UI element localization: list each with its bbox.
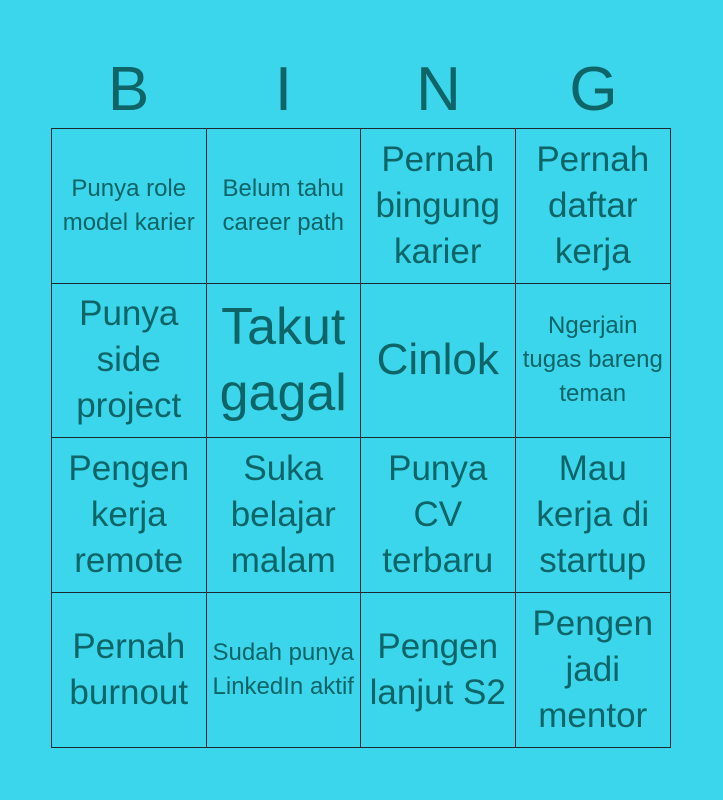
- bingo-cell[interactable]: [516, 284, 671, 439]
- header-letter-i: I: [274, 55, 293, 124]
- bingo-header: [51, 52, 671, 128]
- bingo-cell[interactable]: [361, 129, 516, 284]
- bingo-cell[interactable]: [361, 284, 516, 439]
- cell-text: Sudah punya LinkedIn aktif: [212, 638, 354, 700]
- bingo-cell[interactable]: [516, 129, 671, 284]
- cell-text: Pernah bingung karier: [375, 139, 501, 271]
- cell-text: Pernah daftar kerja: [536, 139, 650, 271]
- cell-text: Punya role model karier: [62, 174, 195, 236]
- header-letter-b: B: [107, 55, 150, 124]
- cell-text: Takut gagal: [219, 298, 347, 423]
- cell-text: Cinlok: [376, 335, 499, 385]
- header-letter-g: G: [569, 55, 618, 124]
- bingo-cell[interactable]: [207, 129, 362, 284]
- cell-text: Pernah burnout: [69, 626, 189, 712]
- bingo-cell[interactable]: [207, 438, 362, 593]
- bingo-cell[interactable]: [52, 129, 207, 284]
- cell-text: Ngerjain tugas bareng teman: [522, 312, 663, 408]
- bingo-cell[interactable]: [52, 593, 207, 748]
- bingo-cell[interactable]: [361, 593, 516, 748]
- bingo-cell[interactable]: [361, 438, 516, 593]
- bingo-board: [51, 128, 671, 748]
- header-letter-n: N: [416, 55, 461, 124]
- bingo-cell[interactable]: [516, 593, 671, 748]
- cell-text: Pengen jadi mentor: [532, 603, 654, 735]
- cell-text: Belum tahu career path: [222, 174, 344, 236]
- cell-text: Mau kerja di startup: [536, 448, 650, 580]
- bingo-cell[interactable]: [52, 438, 207, 593]
- bingo-cell[interactable]: [52, 284, 207, 439]
- cell-text: Punya CV terbaru: [382, 448, 494, 580]
- cell-text: Pengen lanjut S2: [369, 626, 506, 712]
- cell-text: Pengen kerja remote: [68, 448, 190, 580]
- bingo-cell[interactable]: [516, 438, 671, 593]
- bingo-cell[interactable]: [207, 593, 362, 748]
- bingo-cell[interactable]: [207, 284, 362, 439]
- cell-text: Punya side project: [76, 294, 182, 426]
- cell-text: Suka belajar malam: [230, 448, 336, 580]
